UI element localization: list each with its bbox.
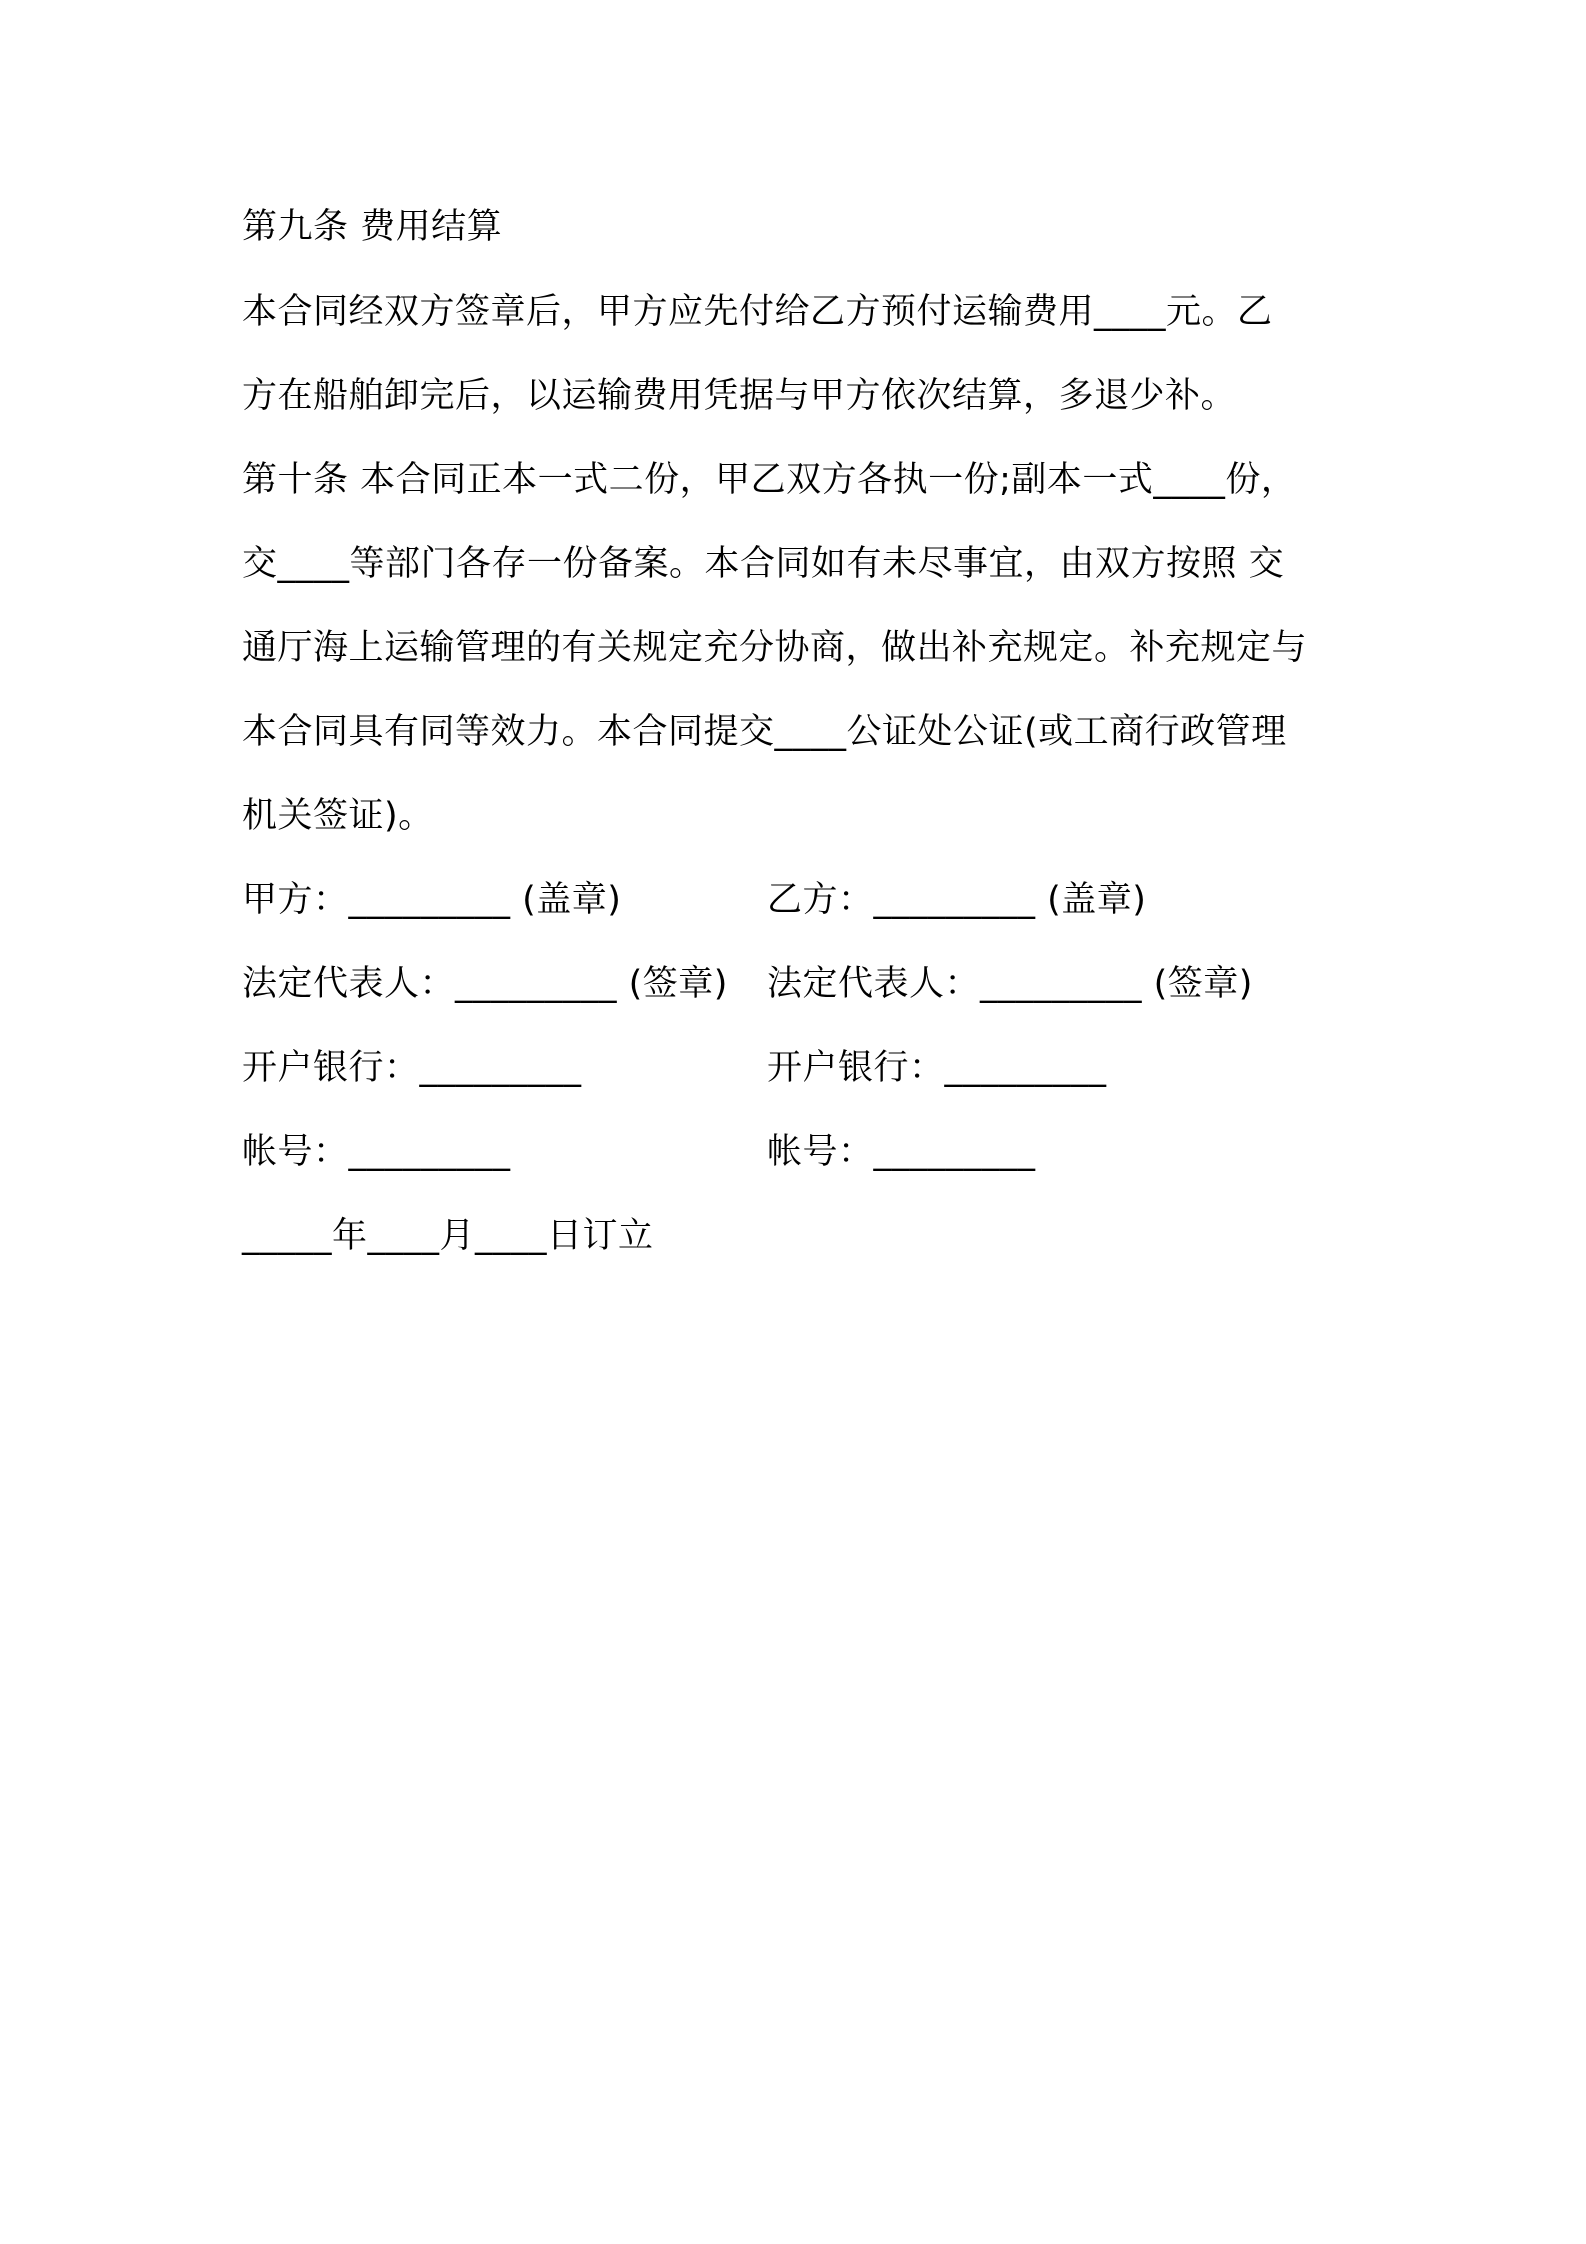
article-10-line-3: 通厅海上运输管理的有关规定充分协商，做出补充规定。补充规定与 (242, 628, 1308, 668)
article-9-heading: 第九条 费用结算 (242, 207, 503, 247)
party-b-bank-field: 开户银行：_________ (767, 1048, 1107, 1088)
article-10-line-4: 本合同具有同等效力。本合同提交____公证处公证(或工商行政管理 (242, 712, 1287, 752)
article-10-line-2: 交____等部门各存一份备案。本合同如有未尽事宜，由双方按照 交 (242, 544, 1285, 584)
party-b-field: 乙方：_________ (盖章) (767, 880, 1147, 920)
party-a-field: 甲方：_________ (盖章) (242, 880, 622, 920)
party-a-representative-field: 法定代表人：_________ (签章) (242, 964, 728, 1004)
article-10-line-5: 机关签证)。 (242, 796, 434, 836)
party-b-account-field: 帐号：_________ (767, 1132, 1036, 1172)
article-9-line-1: 本合同经双方签章后，甲方应先付给乙方预付运输费用____元。乙 (242, 292, 1273, 332)
article-9-line-2: 方在船舶卸完后，以运输费用凭据与甲方依次结算，多退少补。 (242, 376, 1237, 416)
party-a-account-field: 帐号：_________ (242, 1132, 511, 1172)
party-a-bank-field: 开户银行：_________ (242, 1048, 582, 1088)
article-10-line-1: 第十条 本合同正本一式二份，甲乙双方各执一份;副本一式____份， (242, 460, 1297, 500)
party-b-representative-field: 法定代表人：_________ (签章) (767, 964, 1253, 1004)
signing-date-line: _____年____月____日订立 (242, 1216, 654, 1256)
